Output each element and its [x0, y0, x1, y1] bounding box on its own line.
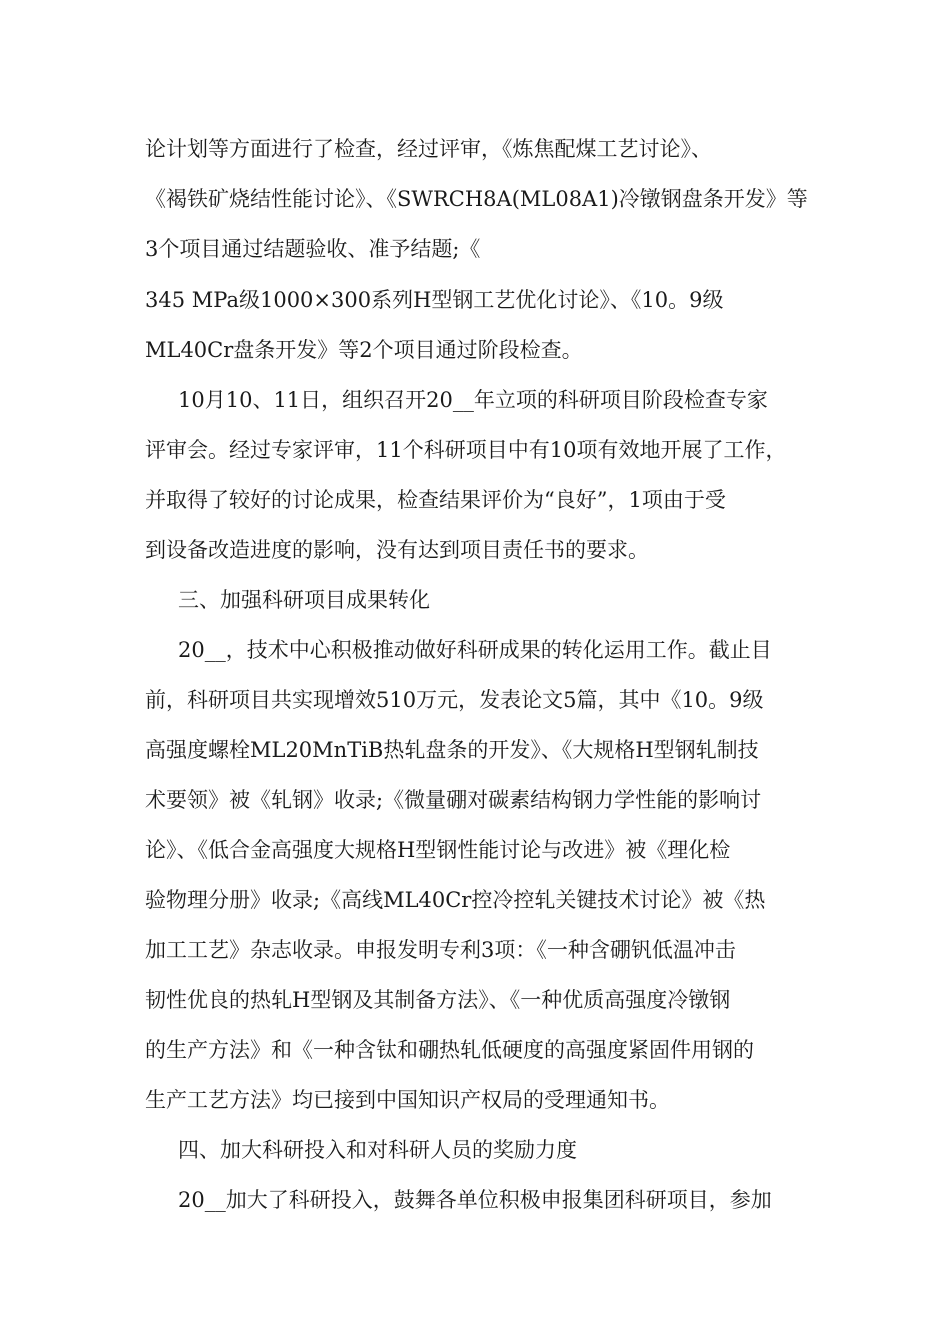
text-line: 到设备改造进度的影响，没有达到项目责任书的要求。	[145, 538, 649, 562]
text-line: 生产工艺方法》均已接到中国知识产权局的受理通知书。	[145, 1088, 670, 1112]
text-line: 345 MPa级1000×300系列H型钢工艺优化讨论》、《10。9级	[145, 288, 724, 312]
section-heading: 四、加大科研投入和对科研人员的奖励力度	[178, 1138, 577, 1162]
text-line: 3个项目通过结题验收、准予结题;《	[145, 237, 481, 261]
text-line: 并取得了较好的讨论成果，检查结果评价为“良好”，1项由于受	[145, 488, 726, 512]
paragraph-first-line: 20__加大了科研投入，鼓舞各单位积极申报集团科研项目，参加	[178, 1188, 772, 1212]
text-line: 《褐铁矿烧结性能讨论》、《SWRCH8A(ML08A1)冷镦钢盘条开发》等	[145, 187, 808, 211]
paragraph-first-line: 20__，技术中心积极推动做好科研成果的转化运用工作。截止目	[178, 638, 772, 662]
text-line: ML40Cr盘条开发》等2个项目通过阶段检查。	[145, 338, 583, 362]
text-line: 韧性优良的热轧H型钢及其制备方法》、《一种优质高强度冷镦钢	[145, 988, 731, 1012]
text-line: 验物理分册》收录;《高线ML40Cr控冷控轧关键技术讨论》被《热	[145, 888, 766, 912]
text-line: 加工工艺》杂志收录。申报发明专利3项：《一种含硼钒低温冲击	[145, 938, 736, 962]
paragraph-first-line: 10月10、11日，组织召开20__年立项的科研项目阶段检查专家	[178, 388, 768, 412]
text-line: 高强度螺栓ML20MnTiB热轧盘条的开发》、《大规格H型钢轧制技	[145, 738, 759, 762]
text-line: 论计划等方面进行了检查，经过评审，《炼焦配煤工艺讨论》、	[145, 137, 712, 161]
section-heading: 三、加强科研项目成果转化	[178, 588, 430, 612]
text-line: 论》、《低合金高强度大规格H型钢性能讨论与改进》被《理化检	[145, 838, 731, 862]
text-line: 术要领》被《轧钢》收录;《微量硼对碳素结构钢力学性能的影响讨	[145, 788, 762, 812]
text-line: 的生产方法》和《一种含钛和硼热轧低硬度的高强度紧固件用钢的	[145, 1038, 754, 1062]
text-line: 前，科研项目共实现增效510万元，发表论文5篇，其中《10。9级	[145, 688, 764, 712]
text-line: 评审会。经过专家评审，11个科研项目中有10项有效地开展了工作，	[145, 438, 787, 462]
